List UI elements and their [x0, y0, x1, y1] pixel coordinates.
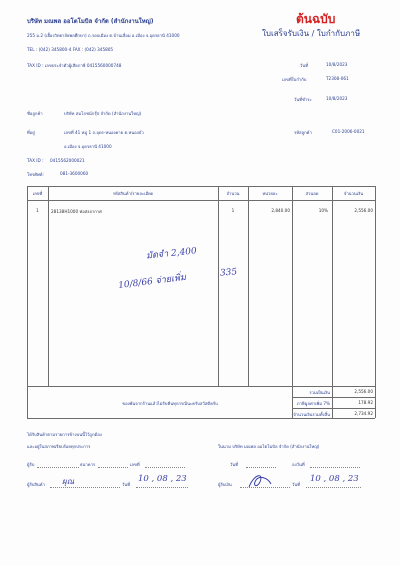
- handwritten-deposit: มัดจำ 2,400: [145, 246, 198, 262]
- col-divider-5: [332, 186, 333, 418]
- table-note: ของพ้นจากร้านแล้วไม่รับคืนทุกกรณีนะครับสวัสดีครับ: [122, 401, 218, 406]
- summary-divider-1: [292, 397, 375, 398]
- footer-bank-label: ธนาคาร: [80, 462, 96, 467]
- goods-date-value: 10 , 08 , 23: [138, 474, 187, 484]
- customer-name-label: ชื่อลูกค้า: [27, 111, 43, 116]
- footer-dated-line: [310, 467, 360, 468]
- footer-date-line: [246, 467, 276, 468]
- company-tax-id: TAX ID : เลขประจำตัวผู้เสียภาษี 0415560000748: [27, 63, 122, 68]
- invoice-no-value: T2308-061: [326, 76, 349, 81]
- invoice-no-label: เลขที่ใบกำกับ: [282, 77, 307, 82]
- customer-code-value: C01-2006-0021: [332, 129, 365, 134]
- cheque-line: [145, 467, 185, 468]
- summary-total-label: จำนวนเงินรวมทั้งสิ้น: [293, 412, 330, 417]
- handwritten-amount: 335: [219, 267, 238, 279]
- summary-total-value: 2,734.92: [354, 411, 373, 416]
- col-header-desc: รหัสสินค้า/รายละเอียด: [112, 191, 154, 196]
- due-date-value: 10/8/2023: [326, 96, 348, 101]
- customer-code-label: รหัสลูกค้า: [294, 130, 312, 135]
- customer-tax-id-label: TAX ID :: [27, 158, 44, 163]
- row-no: 1: [36, 208, 39, 213]
- col-divider-1: [48, 186, 49, 386]
- footer-received-note-1: ได้รับสินค้าตามรายการข้างบนนี้ไว้ถูกต้อง: [27, 432, 102, 437]
- col-divider-2: [218, 186, 219, 386]
- col-header-amount: จำนวนเงิน: [343, 191, 364, 196]
- summary-vat-label: ภาษีมูลค่าเพิ่ม 7%: [296, 401, 330, 406]
- table-left-border: [27, 186, 28, 418]
- footer-date-label: วันที่: [230, 462, 238, 467]
- money-date-line: [306, 487, 361, 488]
- goods-date-line: [136, 487, 188, 488]
- customer-phone-value: 081-3600060: [60, 171, 89, 176]
- col-header-unit-price: หน่วยละ: [262, 191, 278, 196]
- footer-goods-receiver-label: ผู้รับสินค้า: [27, 482, 45, 487]
- row-unit-price: 2,840.00: [271, 208, 290, 213]
- company-tel-fax: TEL : (042) 345800-4 FAX : (042) 345805: [27, 47, 114, 52]
- customer-name-value: บริษัท สมโภชน์กรุ๊ป จำกัด (สำนักงานใหญ่): [64, 111, 142, 116]
- money-receiver-signature: [246, 470, 274, 492]
- due-date-label: วันที่ชำระ: [294, 97, 312, 102]
- money-receiver-line: [240, 487, 290, 488]
- original-stamp: ต้นฉบับ: [296, 12, 336, 26]
- summary-divider-2: [292, 408, 375, 409]
- date-value: 10/8/2023: [326, 62, 348, 67]
- footer-money-date-label: วันที่: [292, 482, 300, 487]
- doc-title: ใบเสร็จรับเงิน / ใบกำกับภาษี: [262, 29, 361, 38]
- date-label: วันที่: [300, 63, 308, 68]
- footer-received-note-2: และอยู่ในสภาพเรียบร้อยทุกประการ: [27, 444, 91, 449]
- customer-address-line1: เลขที่ 41 หมู่ 1 ถ.อุดร-หนองคาย ต.หนองบัว: [64, 130, 144, 135]
- row-amount: 2,556.00: [354, 208, 373, 213]
- goods-receiver-line: [50, 487, 120, 488]
- money-date-value: 10 , 08 , 23: [310, 474, 359, 484]
- footer-on-behalf: ในนาม บริษัท มณพล ออโตโมบิล จำกัด (สำนักงานใหญ่): [218, 444, 320, 449]
- summary-subtotal-label: รวมเป็นเงิน: [309, 390, 330, 395]
- bank-line: [98, 467, 128, 468]
- footer-dated-label: ลงวันที่: [292, 462, 305, 467]
- customer-address-line2: อ.เมือง จ.อุดรธานี 41000: [64, 144, 112, 149]
- col-header-discount: ส่วนลด: [305, 191, 319, 196]
- row-qty: 1: [231, 208, 235, 213]
- row-discount: 10%: [318, 208, 328, 213]
- summary-subtotal-value: 2,556.00: [354, 389, 373, 394]
- receiver-line: [37, 467, 79, 468]
- col-divider-3: [248, 186, 249, 386]
- goods-receiver-signature: ผุณ: [62, 477, 75, 486]
- row-desc: 28138H1000 ท่อส่งอากาศ: [51, 209, 102, 214]
- footer-goods-date-label: วันที่: [122, 482, 130, 487]
- company-address: 255 ม.2 (เยื้องวิทยาลัยพลศึกษา) ถ.รอบเมือง ต.บ้านเลื่อม อ.เมือง จ.อุดรธานี 41000: [27, 33, 180, 38]
- customer-tax-id-value: 0415562000021: [50, 158, 85, 163]
- footer-money-receiver-label: ผู้รับเงิน: [218, 482, 232, 487]
- col-divider-4: [292, 186, 293, 418]
- handwritten-additional: 10/8/66 จ่ายเพิ่ม: [117, 272, 187, 292]
- col-header-no: เลขที่: [32, 191, 43, 196]
- table-bottom-border: [27, 418, 375, 419]
- table-header-border: [27, 200, 375, 201]
- customer-phone-label: โทรศัพท์:: [27, 172, 44, 177]
- table-right-border: [375, 186, 376, 418]
- footer-receiver-label: ผู้รับ: [27, 462, 35, 467]
- table-body-bottom: [27, 386, 375, 387]
- col-header-qty: จำนวน: [226, 191, 240, 196]
- customer-address-label: ที่อยู่: [27, 130, 35, 135]
- footer-cheque-label: เลขที่: [130, 462, 140, 467]
- table-top-border: [27, 186, 375, 187]
- summary-vat-value: 178.92: [358, 400, 373, 405]
- company-name: บริษัท มณพล ออโตโมบิล จำกัด (สำนักงานใหญ่): [27, 18, 154, 25]
